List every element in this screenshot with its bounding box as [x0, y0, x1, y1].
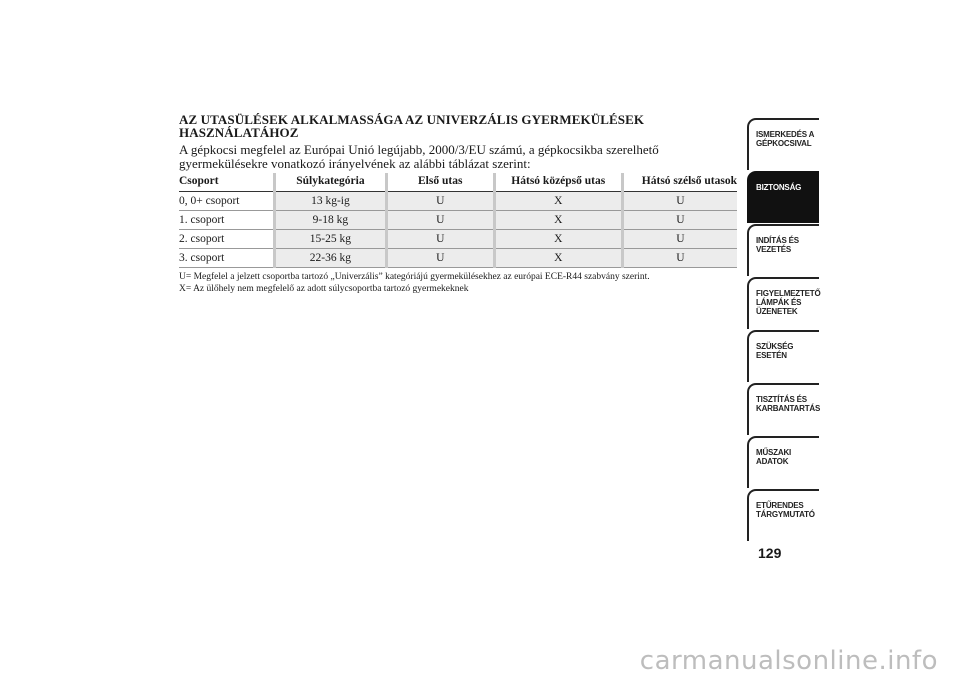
tab-label: BIZTONSÁG — [756, 183, 802, 192]
tab-figyelmezteto[interactable] — [747, 277, 819, 329]
watermark: carmanualsonline.info — [639, 646, 938, 676]
table-header-row — [179, 173, 737, 192]
tab-label: ETŰRENDES TÁRGYMUTATÓ — [756, 501, 815, 519]
cell-rear-outer: U — [622, 211, 737, 230]
cell-weight: 9-18 kg — [275, 211, 387, 230]
header-rear-middle: Hátsó középső utas — [494, 173, 622, 192]
cell-front: U — [386, 211, 494, 230]
cell-rear-middle: X — [494, 230, 622, 249]
table-row — [179, 230, 737, 249]
table-row — [179, 192, 737, 211]
tab-targymutato[interactable] — [747, 489, 819, 541]
cell-weight: 15-25 kg — [275, 230, 387, 249]
tab-label: INDÍTÁS ÉS VEZETÉS — [756, 236, 799, 254]
tab-label: TISZTÍTÁS ÉS KARBANTARTÁS — [756, 395, 821, 413]
tab-label: FIGYELMEZTETŐ LÁMPÁK ÉS ÜZENETEK — [756, 289, 821, 316]
tab-szukseg[interactable] — [747, 330, 819, 382]
tab-inditas[interactable] — [747, 224, 819, 276]
tab-label: MŰSZAKI ADATOK — [756, 448, 792, 466]
cell-front: U — [386, 249, 494, 268]
child-seat-table — [179, 173, 737, 268]
cell-group: 2. csoport — [179, 230, 275, 249]
header-group: Csoport — [179, 173, 275, 192]
cell-weight: 22-36 kg — [275, 249, 387, 268]
cell-rear-outer: U — [622, 192, 737, 211]
cell-weight: 13 kg-ig — [275, 192, 387, 211]
tab-ismerkedes[interactable] — [747, 118, 819, 170]
tab-biztonsag[interactable] — [747, 171, 819, 223]
cell-front: U — [386, 192, 494, 211]
cell-front: U — [386, 230, 494, 249]
content-area — [179, 113, 739, 295]
chapter-tabs — [747, 118, 819, 542]
note-x: X= Az ülőhely nem megfelelő az adott súlycsoportba tartozó gyermekeknek — [179, 284, 469, 294]
cell-rear-middle: X — [494, 211, 622, 230]
cell-rear-outer: U — [622, 230, 737, 249]
cell-rear-middle: X — [494, 192, 622, 211]
cell-group: 1. csoport — [179, 211, 275, 230]
header-rear-outer: Hátsó szélső utasok — [622, 173, 737, 192]
table-row — [179, 211, 737, 230]
page-number: 129 — [758, 545, 782, 561]
table-notes — [179, 271, 739, 295]
note-u: U= Megfelel a jelzett csoportba tartozó „Univerzális” kategóriájú gyermekülésekhez az európai ECE-R44 szabvány szerint. — [179, 272, 650, 282]
table-row — [179, 249, 737, 268]
cell-group: 0, 0+ csoport — [179, 192, 275, 211]
cell-rear-middle: X — [494, 249, 622, 268]
tab-label: ISMERKEDÉS A GÉPKOCSIVAL — [756, 130, 815, 148]
tab-label: SZÜKSÉG ESETÉN — [756, 342, 794, 360]
intro-paragraph: A gépkocsi megfelel az Európai Unió legújabb, 2000/3/EU számú, a gépkocsikba szerelhető gyermekülésekre vonatkozó irányelvének az alábbi táblázat szerint: — [179, 142, 659, 171]
cell-rear-outer: U — [622, 249, 737, 268]
section-title — [179, 113, 739, 139]
header-weight: Súlykategória — [275, 173, 387, 192]
tab-muszaki[interactable] — [747, 436, 819, 488]
tab-tisztitas[interactable] — [747, 383, 819, 435]
section-title-line1: AZ UTASÜLÉSEK ALKALMASSÁGA AZ UNIVERZÁLIS GYERMEKÜLÉSEK — [179, 112, 645, 127]
cell-group: 3. csoport — [179, 249, 275, 268]
section-title-line2: HASZNÁLATÁHOZ — [179, 125, 299, 140]
header-front: Első utas — [386, 173, 494, 192]
